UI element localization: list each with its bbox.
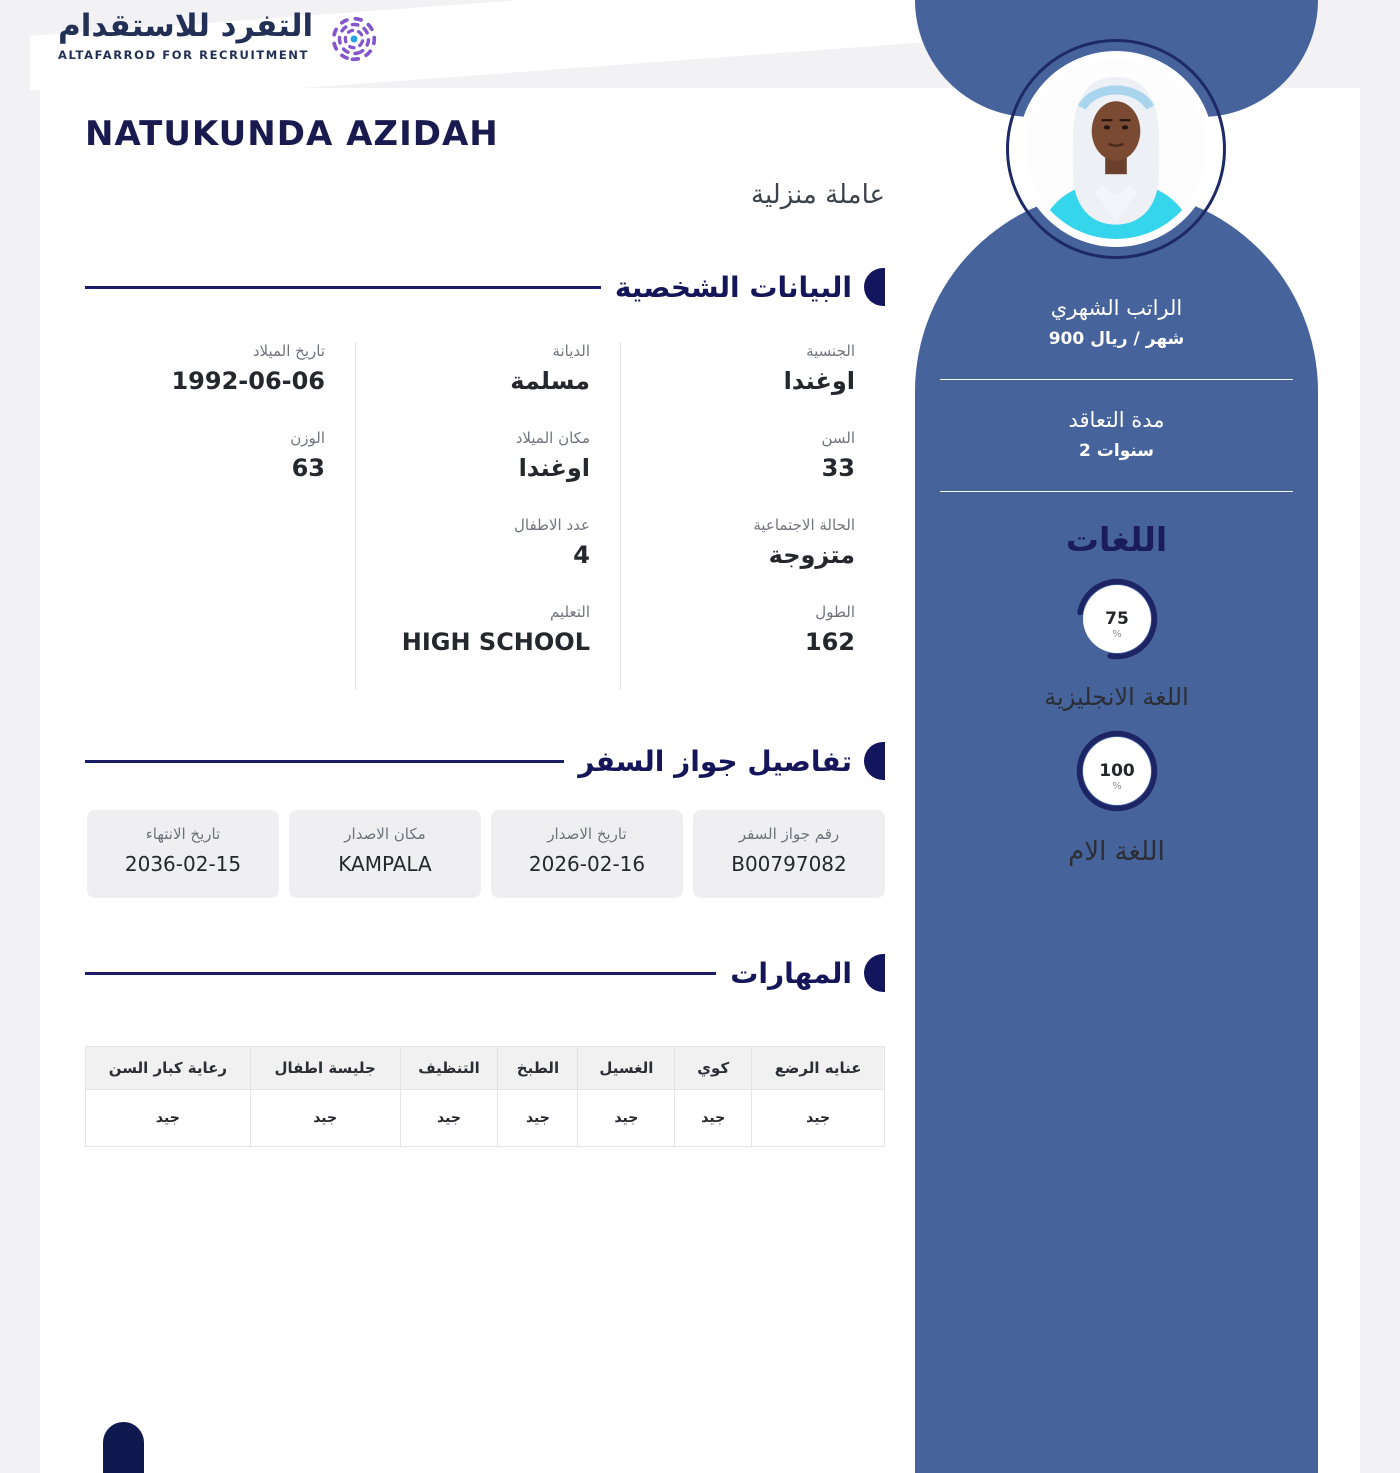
- agency-name-english: ALTAFARROD FOR RECRUITMENT: [58, 48, 309, 63]
- english-progress-circle: [1075, 577, 1159, 661]
- personal-section-header: [85, 268, 885, 306]
- field-age: [621, 429, 855, 516]
- contract-amount: 2: [1078, 441, 1091, 461]
- salary-label: الراتب الشهري: [1050, 296, 1183, 320]
- field-value: اوغندا: [783, 367, 855, 395]
- skills-section-title: المهارات: [730, 956, 852, 990]
- candidate-avatar: [1026, 59, 1206, 239]
- field-children-count: [356, 516, 590, 603]
- skill-value: جيد: [675, 1090, 752, 1147]
- skills-table: [85, 1046, 885, 1147]
- passport-expiry-date-box: [87, 810, 279, 898]
- field-label: الحالة الاجتماعية: [753, 516, 855, 534]
- field-value: 33: [821, 454, 855, 482]
- percent-symbol: %: [1111, 781, 1122, 792]
- main-column: [85, 100, 885, 1147]
- passport-box-label: تاريخ الاصدار: [547, 825, 627, 843]
- passport-box-value: 2026-02-16: [528, 852, 646, 876]
- skills-section-header: [85, 954, 885, 992]
- skills-header-row: [86, 1047, 885, 1090]
- agency-name-arabic: التفرد للاستقدام: [58, 8, 314, 44]
- section-bullet-icon: [864, 954, 885, 992]
- field-label: الجنسية: [806, 342, 855, 360]
- salary-period: شهر: [1145, 329, 1185, 349]
- english-language-label: اللغة الانجليزية: [1044, 683, 1189, 711]
- field-birthdate: [85, 342, 325, 429]
- passport-issue-place-box: [289, 810, 481, 898]
- personal-column-2: [355, 342, 620, 690]
- field-label: عدد الاطفال: [514, 516, 590, 534]
- dotted-spiral-logo-icon: [325, 10, 383, 68]
- contract-unit: سنوات: [1096, 441, 1155, 461]
- skill-header-ironing: كوي: [675, 1047, 752, 1090]
- section-divider-line: [85, 760, 564, 763]
- passport-box-value: KAMPALA: [338, 852, 432, 876]
- field-religion: [356, 342, 590, 429]
- field-label: الطول: [815, 603, 855, 621]
- passport-box-label: رقم جواز السفر: [738, 825, 840, 843]
- field-label: التعليم: [550, 603, 590, 621]
- skills-value-row: [86, 1090, 885, 1147]
- field-label: الوزن: [290, 429, 325, 447]
- candidate-job-title: عاملة منزلية: [751, 180, 885, 210]
- field-birthplace: [356, 429, 590, 516]
- mother-tongue-percent: 100: [1098, 761, 1135, 781]
- field-label: الديانة: [552, 342, 590, 360]
- percent-symbol: %: [1111, 629, 1122, 640]
- personal-data-grid: [85, 342, 885, 690]
- skill-value: جيد: [752, 1090, 885, 1147]
- passport-number-box: [693, 810, 885, 898]
- skill-value: جيد: [498, 1090, 578, 1147]
- skill-value: جيد: [578, 1090, 675, 1147]
- personal-column-3: [85, 342, 355, 690]
- sidebar: [915, 190, 1318, 1473]
- skill-value: جيد: [86, 1090, 251, 1147]
- field-marital-status: [621, 516, 855, 603]
- mother-tongue-label: اللغة الام: [1068, 837, 1165, 867]
- personal-column-1: [620, 342, 885, 690]
- salary-amount: 900: [1048, 329, 1085, 349]
- languages-section-title: اللغات: [1065, 520, 1168, 559]
- passport-box-value: B00797082: [731, 852, 847, 876]
- field-value: اوغندا: [518, 454, 590, 482]
- candidate-photo: [1026, 59, 1206, 239]
- skill-header-cooking: الطبخ: [498, 1047, 578, 1090]
- section-bullet-icon: [864, 742, 885, 780]
- skill-value: جيد: [400, 1090, 498, 1147]
- progress-ring-75: [1075, 577, 1159, 661]
- salary-value: [915, 329, 1318, 349]
- section-bullet-icon: [864, 268, 885, 306]
- contract-duration-value: [915, 441, 1318, 461]
- field-education: [356, 603, 590, 690]
- section-divider-line: [85, 972, 716, 975]
- progress-ring-100: [1075, 729, 1159, 813]
- field-value: 63: [291, 454, 325, 482]
- candidate-name: NATUKUNDA AZIDAH: [85, 114, 499, 154]
- skill-header-cleaning: التنظيف: [400, 1047, 498, 1090]
- salary-currency: ريال: [1090, 329, 1128, 349]
- field-label: تاريخ الميلاد: [252, 342, 325, 360]
- agency-logo: [58, 6, 383, 68]
- agency-logo-text: [58, 6, 313, 62]
- skill-value: جيد: [250, 1090, 400, 1147]
- english-percent: 75: [1104, 609, 1129, 629]
- passport-box-label: تاريخ الانتهاء: [145, 825, 221, 843]
- field-value: متزوجة: [768, 541, 855, 569]
- field-label: السن: [821, 429, 855, 447]
- section-divider-line: [85, 286, 601, 289]
- passport-box-label: مكان الاصدار: [344, 825, 426, 843]
- contract-duration-label: مدة التعاقد: [1068, 408, 1165, 432]
- passport-box-value: 2036-02-15: [124, 852, 242, 876]
- field-weight: [85, 429, 325, 516]
- field-value: مسلمة: [510, 367, 590, 395]
- personal-section-title: البيانات الشخصية: [614, 270, 852, 304]
- salary-separator: /: [1133, 329, 1140, 349]
- skill-header-elderly-care: رعاية كبار السن: [86, 1047, 251, 1090]
- sidebar-divider: [940, 491, 1293, 492]
- field-nationality: [621, 342, 855, 429]
- skill-header-laundry: الغسيل: [578, 1047, 675, 1090]
- passport-section-title: تفاصيل جواز السفر: [578, 744, 852, 778]
- skill-header-babysitting: جليسة اطفال: [250, 1047, 400, 1090]
- passport-boxes-row: [85, 810, 885, 898]
- field-height: [621, 603, 855, 690]
- bottom-corner-shape: [103, 1422, 144, 1473]
- field-value: 162: [804, 628, 855, 656]
- field-value: 4: [573, 541, 590, 569]
- mother-tongue-progress-circle: [1075, 729, 1159, 813]
- field-value: 1992-06-06: [171, 367, 325, 395]
- sidebar-divider: [940, 379, 1293, 380]
- field-value: HIGH SCHOOL: [401, 628, 590, 656]
- field-label: مكان الميلاد: [515, 429, 590, 447]
- passport-section-header: [85, 742, 885, 780]
- skill-header-infant-care: عنايه الرضع: [752, 1047, 885, 1090]
- passport-issue-date-box: [491, 810, 683, 898]
- photo-white-ring: [1018, 51, 1214, 247]
